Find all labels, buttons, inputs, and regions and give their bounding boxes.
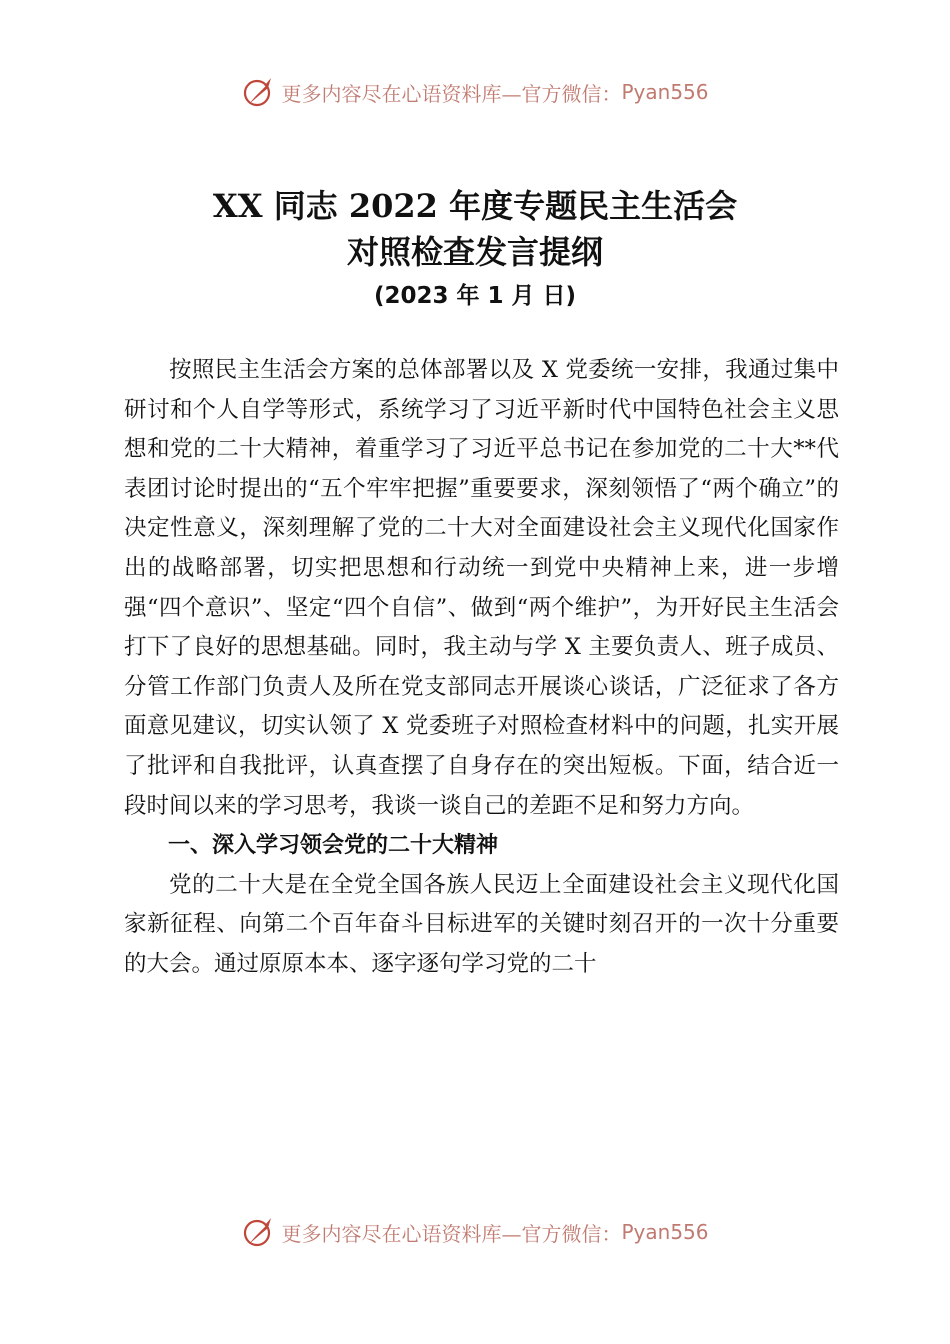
document-body [124,351,839,985]
document-title-line1: XX 同志 2022 年度专题民主生活会 [212,187,738,225]
watermark-text: 更多内容尽在心语资料库—官方微信： [281,1221,622,1246]
watermark-wechat-id: Pyan556 [621,1220,709,1244]
quill-logo-icon [241,1214,277,1250]
watermark-wechat-id: Pyan556 [621,80,709,104]
watermark-footer [0,1212,950,1252]
section-heading-1: 一、深入学习领会党的二十大精神 [168,833,499,859]
paragraph-section-1: 党的二十大是在全党全国各族人民迈上全面建设社会主义现代化国家新征程、向第二个百年奋斗目标进军的关键时刻召开的一次十分重要的大会。通过原原本本、逐字逐句学习党的二十 [124,871,839,977]
document-date: (2023 年 1 月 日) [373,283,577,309]
quill-logo-icon [241,74,277,110]
watermark-text: 更多内容尽在心语资料库—官方微信： [281,81,622,106]
paragraph-intro: 按照民主生活会方案的总体部署以及 X 党委统一安排，我通过集中研讨和个人自学等形式，系统学习了习近平新时代中国特色社会主义思想和党的二十大精神，着重学习了习近平总书记在参加党的二十大**代表团讨论时提出的“五个牢牢把握”重要要求，深刻领悟了“两个确立”的决定性意义，深刻理解了党的二十大对全面建设社会主义现代化国家作出的战略部署，切实把思想和行动统一到党中央精神上来，进一步增强“四个意识”、坚定“四个自信”、做到“两个维护”，为开好民主生活会打下了良好的思想基础。同时，我主动与学 X 主要负责人、班子成员、分管工作部门负责人及所在党支部同志开展谈心谈话，广泛征求了各方面意见建议，切实认领了 X 党委班子对照检查材料中的问题，扎实开展了批评和自我批评，认真查摆了自身存在的突出短板。下面，结合近一段时间以来的学习思考，我谈一谈自己的差距不足和努力方向。 [124,357,839,819]
document-title-line2: 对照检查发言提纲 [346,233,603,271]
watermark-header [0,72,950,112]
